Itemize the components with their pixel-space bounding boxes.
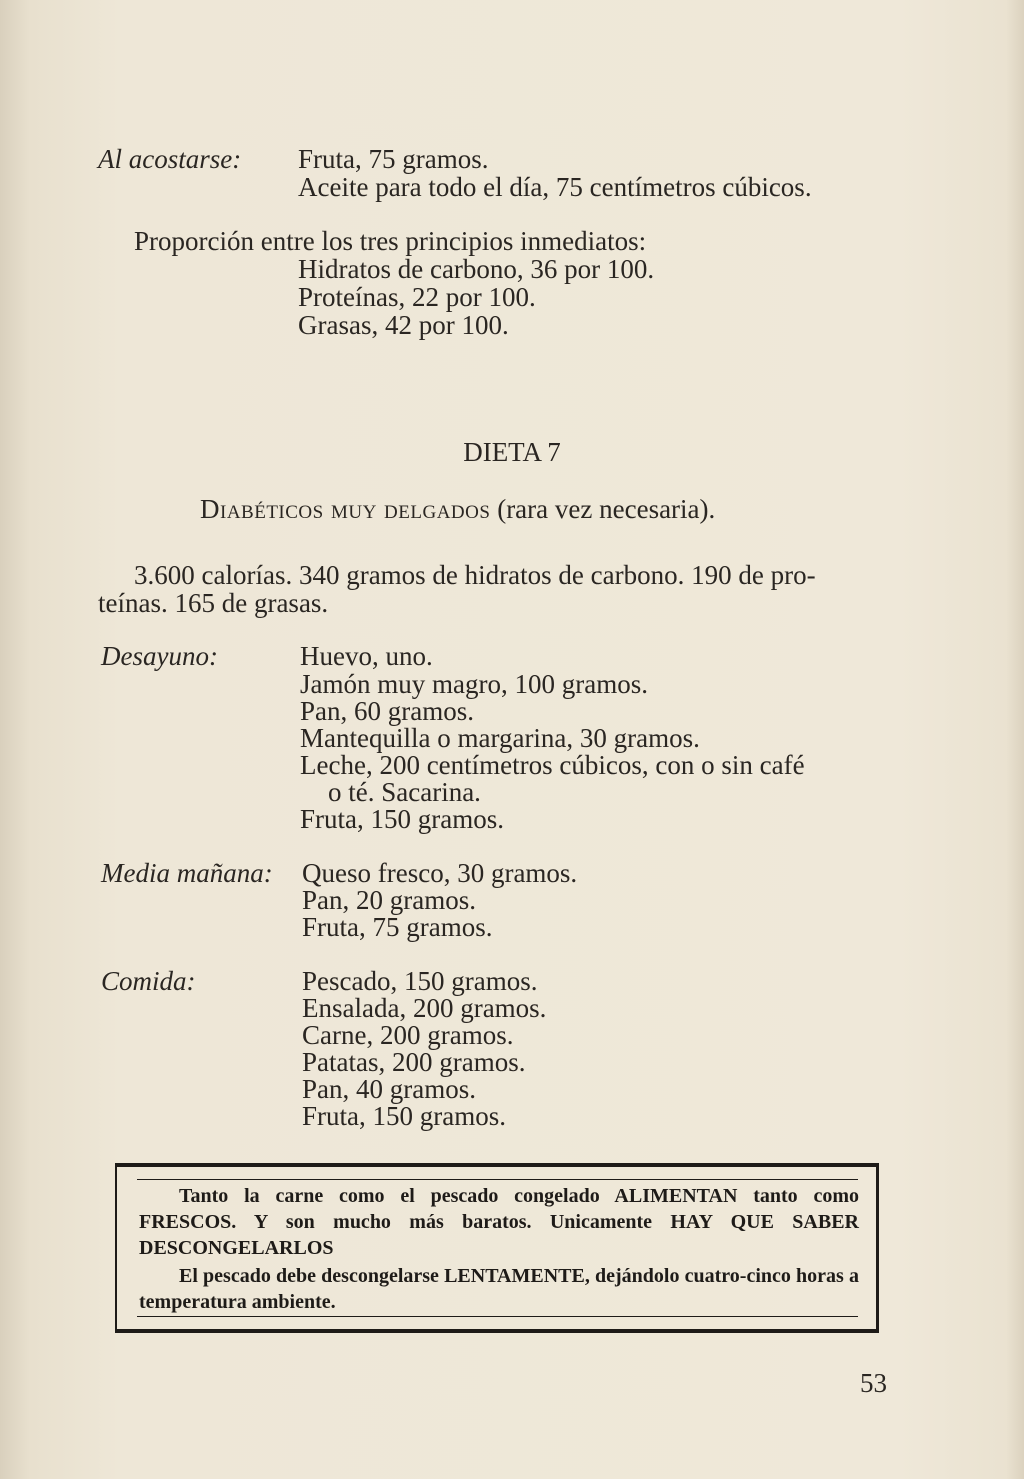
proporcion-item: Hidratos de carbono, 36 por 100. [298, 254, 655, 284]
desayuno-item: Leche, 200 centímetros cúbicos, con o sin café [300, 750, 805, 780]
desayuno-item: Pan, 60 gramos. [300, 696, 474, 726]
media-manana-item: Queso fresco, 30 gramos. [302, 858, 578, 888]
section-subtitle [200, 496, 715, 523]
comida-item: Fruta, 150 gramos. [302, 1101, 506, 1131]
section-title: DIETA 7 [463, 437, 561, 467]
subtitle-small-caps: Diabéticos muy delgados [200, 494, 491, 524]
page-number: 53 [860, 1368, 887, 1398]
desayuno-item: Huevo, uno. [300, 641, 433, 671]
label-al-acostarse: Al acostarse: [98, 144, 242, 174]
desayuno-item: Mantequilla o margarina, 30 gramos. [300, 723, 700, 753]
summary-line: 3.600 calorías. 340 gramos de hidratos de carbono. 190 de pro- [134, 560, 816, 590]
acostarse-item: Aceite para todo el día, 75 centímetros cúbicos. [298, 172, 812, 202]
subtitle-rest: (rara vez necesaria). [490, 494, 716, 524]
notice-paragraph: El pescado debe descongelarse LENTAMENTE, dejándolo cuatro-cinco horas a temperatura ambiente. [139, 1265, 859, 1313]
notice-paragraph: Tanto la carne como el pescado congelado ALIMENTAN tanto como FRESCOS. Y son mucho más baratos. Unicamente HAY QUE SABER DESCONGELARLOS [139, 1185, 859, 1259]
notice-box [115, 1163, 879, 1333]
desayuno-item-continuation: o té. Sacarina. [328, 777, 481, 807]
label-desayuno: Desayuno: [101, 641, 218, 671]
label-media-manana: Media mañana: [101, 858, 273, 888]
page-edge-shadow [1006, 0, 1024, 1479]
proporcion-intro: Proporción entre los tres principios inmediatos: [134, 226, 647, 256]
desayuno-item: Jamón muy magro, 100 gramos. [300, 669, 648, 699]
comida-item: Patatas, 200 gramos. [302, 1047, 526, 1077]
media-manana-item: Fruta, 75 gramos. [302, 912, 493, 942]
comida-item: Pan, 40 gramos. [302, 1074, 476, 1104]
comida-item: Pescado, 150 gramos. [302, 966, 538, 996]
proporcion-item: Grasas, 42 por 100. [298, 310, 509, 340]
comida-item: Carne, 200 gramos. [302, 1020, 514, 1050]
proporcion-item: Proteínas, 22 por 100. [298, 282, 536, 312]
acostarse-item: Fruta, 75 gramos. [298, 144, 489, 174]
media-manana-item: Pan, 20 gramos. [302, 885, 476, 915]
summary-line: teínas. 165 de grasas. [98, 588, 329, 618]
label-comida: Comida: [101, 966, 196, 996]
desayuno-item: Fruta, 150 gramos. [300, 804, 504, 834]
comida-item: Ensalada, 200 gramos. [302, 993, 547, 1023]
